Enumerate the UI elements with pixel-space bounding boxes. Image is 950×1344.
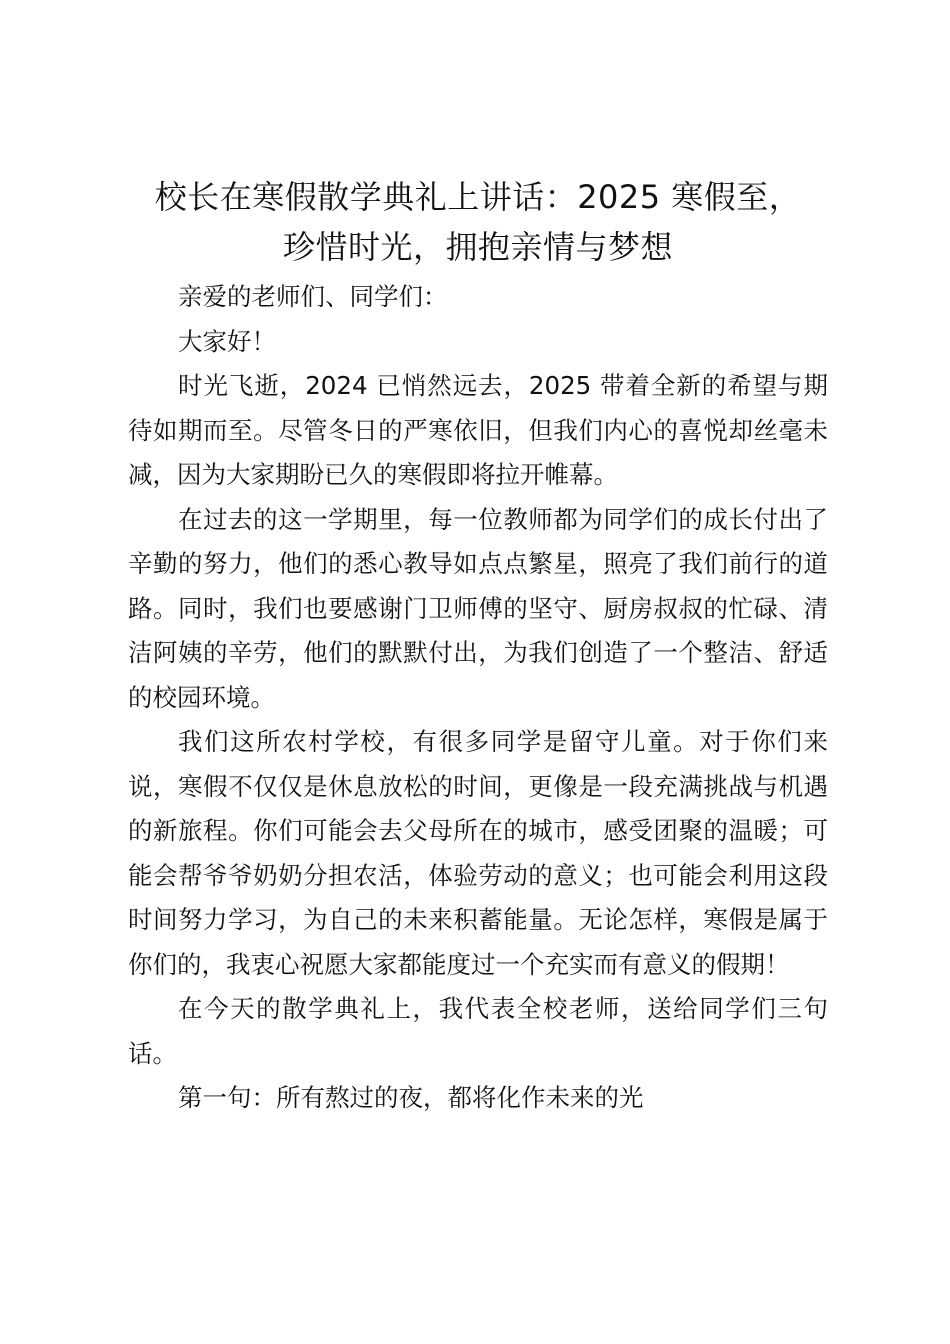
section-heading: 第一句：所有熬过的夜，都将化作未来的光 xyxy=(178,1083,644,1112)
document-body xyxy=(128,275,828,1121)
document-page xyxy=(128,172,828,1121)
title-line-1: 校长在寒假散学典礼上讲话：2025 寒假至， xyxy=(154,178,802,216)
body-paragraph: 在今天的散学典礼上，我代表全校老师，送给同学们三句话。 xyxy=(128,994,828,1068)
title-line-2: 珍惜时光，拥抱亲情与梦想 xyxy=(282,228,673,266)
body-paragraph: 在过去的这一学期里，每一位教师都为同学们的成长付出了辛勤的努力，他们的悉心教导如点点繁星，照亮了我们前行的道路。同时，我们也要感谢门卫师傅的坚守、厨房叔叔的忙碌、清洁阿姨的辛劳，他们的默默付出，为我们创造了一个整洁、舒适的校园环境。 xyxy=(128,504,828,712)
salutation: 亲爱的老师们、同学们： xyxy=(178,282,448,311)
greeting: 大家好！ xyxy=(178,326,276,356)
body-paragraph: 时光飞逝，2024 已悄然远去，2025 带着全新的希望与期待如期而至。尽管冬日的严寒依旧，但我们内心的喜悦却丝毫未减，因为大家期盼已久的寒假即将拉开帷幕。 xyxy=(128,371,828,489)
body-paragraph: 我们这所农村学校，有很多同学是留守儿童。对于你们来说，寒假不仅仅是休息放松的时间，更像是一段充满挑战与机遇的新旅程。你们可能会去父母所在的城市，感受团聚的温暖；可能会帮爷爷奶奶分担农活，体验劳动的意义；也可能会利用这段时间努力学习，为自己的未来积蓄能量。无论怎样，寒假是属于你们的，我衷心祝愿大家都能度过一个充实而有意义的假期！ xyxy=(128,727,828,979)
document-title xyxy=(128,172,828,272)
